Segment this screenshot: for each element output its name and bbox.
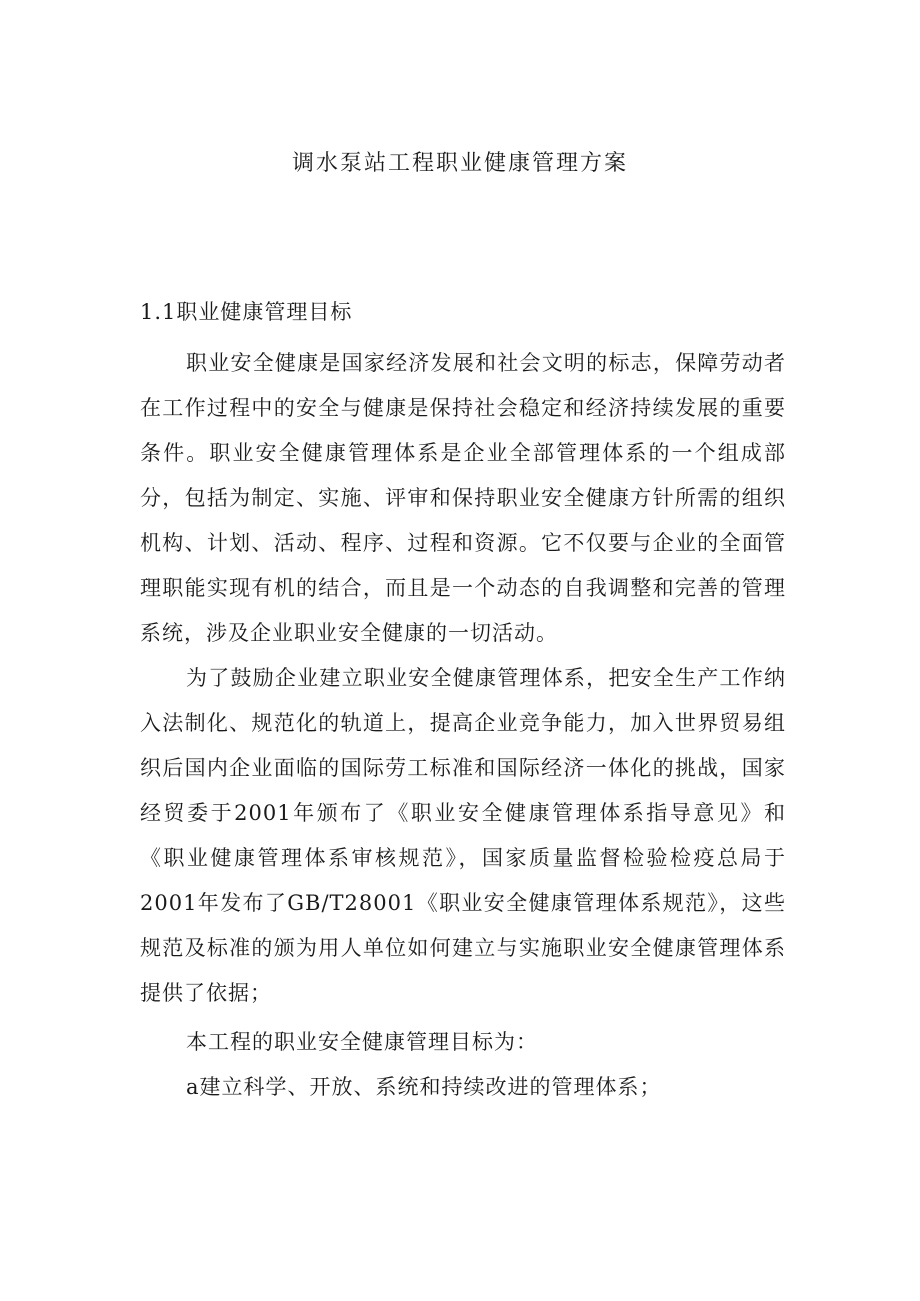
paragraph-2: 为了鼓励企业建立职业安全健康管理体系，把安全生产工作纳入法制化、规范化的轨道上，提高企业竞争能力，加入世界贸易组织后国内企业面临的国际劳工标准和国际经济一体化的挑战，国家经贸委于2001年颁布了《职业安全健康管理体系指导意见》和《职业健康管理体系审核规范》，国家质量监督检验检疫总局于2001年发布了GB/T28001《职业安全健康管理体系规范》，这些规范及标准的颁为用人单位如何建立与实施职业安全健康管理体系提供了依据； <box>140 666 786 1005</box>
paragraph-1: 职业安全健康是国家经济发展和社会文明的标志，保障劳动者在工作过程中的安全与健康是保持社会稳定和经济持续发展的重要条件。职业安全健康管理体系是企业全部管理体系的一个组成部分，包括为制定、实施、评审和保持职业安全健康方针所需的组织机构、计划、活动、程序、过程和资源。它不仅要与企业的全面管理职能实现有机的结合，而且是一个动态的自我调整和完善的管理系统，涉及企业职业安全健康的一切活动。 <box>140 351 786 645</box>
document-title: 调水泵站工程职业健康管理方案 <box>291 151 628 176</box>
target-item-a: a建立科学、开放、系统和持续改进的管理体系； <box>186 1075 662 1099</box>
section-heading: 1.1职业健康管理目标 <box>140 300 353 324</box>
document-body <box>140 341 786 1110</box>
targets-intro: 本工程的职业安全健康管理目标为： <box>186 1030 538 1054</box>
